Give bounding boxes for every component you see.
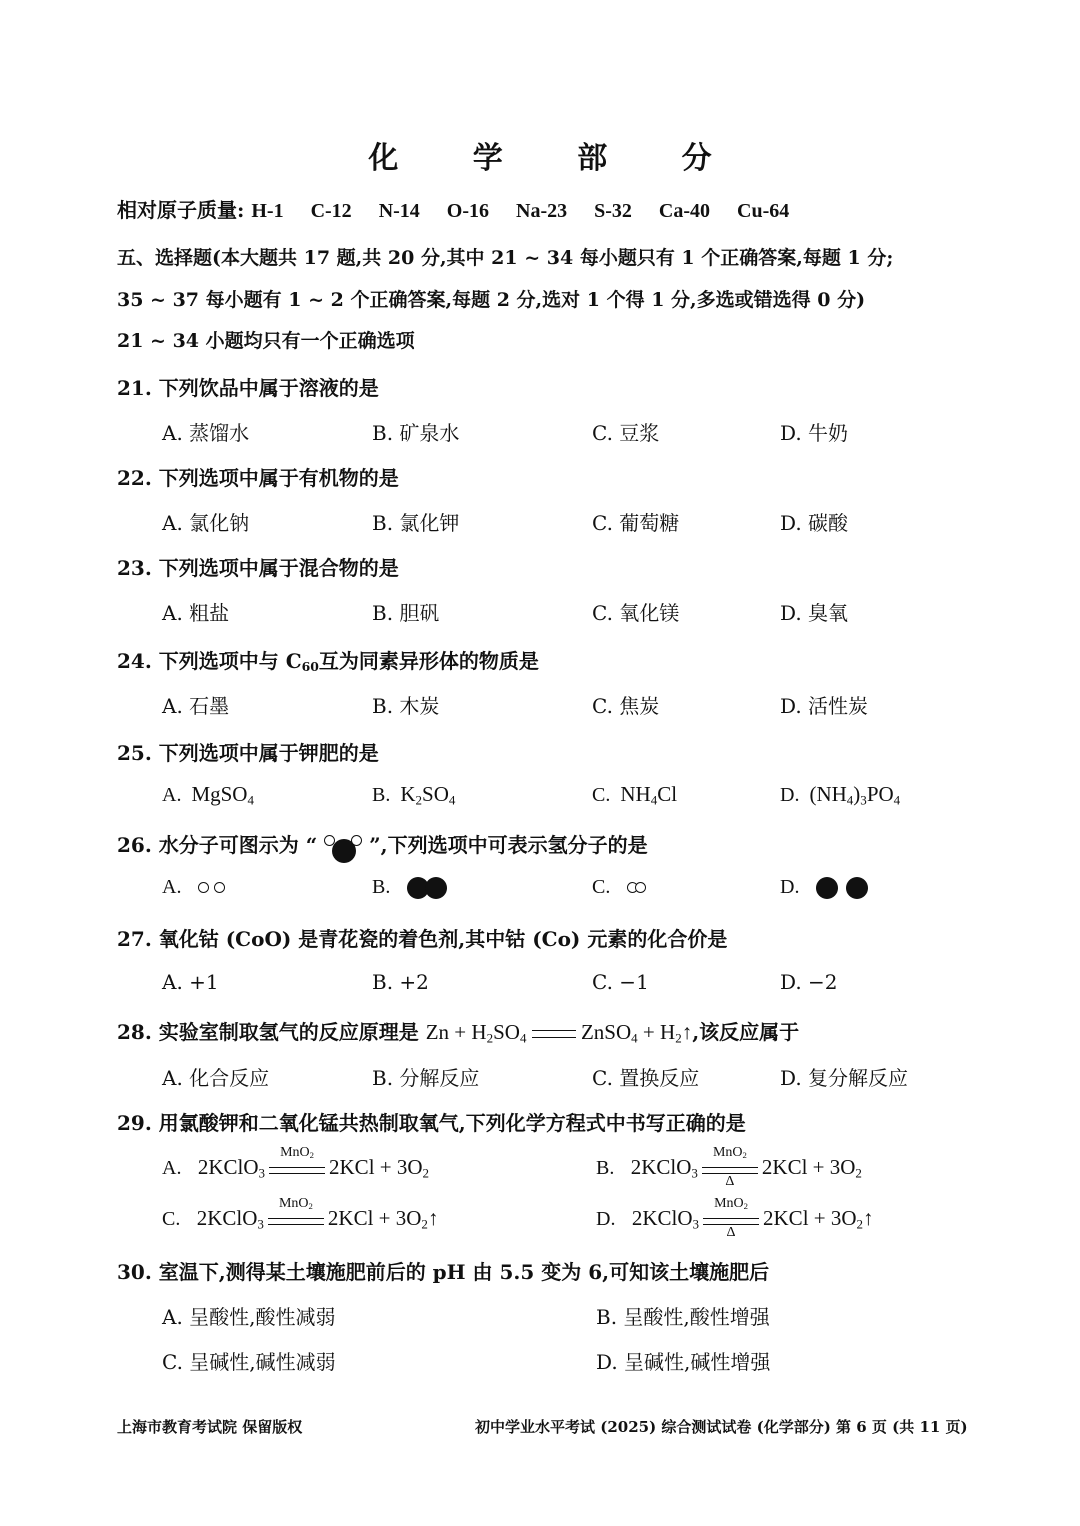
option: C. 豆浆 — [592, 421, 660, 445]
option: A. 氯化钠 — [162, 511, 250, 535]
option: A. MgSO$_4$ — [162, 782, 254, 808]
atomic-masses-line — [117, 198, 789, 223]
option: B. 分解反应 — [372, 1066, 480, 1090]
question-stem: 25. 下列选项中属于钾肥的是 — [117, 741, 379, 765]
section-heading-line2: 35 ~ 37 每小题有 1 ~ 2 个正确答案,每题 2 分,选对 1 个得 1 分,多选或错选得 0 分) — [117, 289, 866, 311]
atomic-mass: N-14 — [378, 200, 420, 222]
option: C. 置换反应 — [592, 1066, 700, 1090]
question-stem: 28. 实验室制取氢气的反应原理是 $Zn + H_2SO_4$ ZnSO$_4$ + $H_2↑$,该反应属于 — [117, 1020, 800, 1046]
option: D. 呈碱性,碱性增强 — [596, 1350, 771, 1374]
reaction-equation: $Zn + H_2SO_4$ ZnSO$_4$ + $H_2↑$ — [425, 1020, 693, 1046]
footer-right: 初中学业水平考试 (2025) 综合测试试卷 (化学部分) 第 6 页 (共 11 页) — [475, 1418, 968, 1436]
option: A. 呈酸性,酸性减弱 — [162, 1305, 336, 1329]
option: A. 化合反应 — [162, 1066, 270, 1090]
option: B. 氯化钾 — [372, 511, 460, 535]
question-stem: 21. 下列饮品中属于溶液的是 — [117, 376, 379, 400]
atomic-mass: Na-23 — [516, 200, 568, 222]
option: B. — [372, 874, 447, 899]
footer-left: 上海市教育考试院 保留版权 — [117, 1418, 303, 1436]
atomic-mass: H-1 — [251, 200, 284, 222]
atomic-mass: Ca-40 — [658, 200, 711, 222]
option: B. +2 — [372, 970, 429, 994]
option: D. 复分解反应 — [780, 1066, 909, 1090]
question-stem: 30. 室温下,测得某土壤施肥前后的 pH 由 5.5 变为 6,可知该土壤施肥后 — [117, 1260, 770, 1284]
question-stem: 24. 下列选项中与 $C_{60}$互为同素异形体的物质是 — [117, 649, 539, 675]
option: C. 2KClO$_3$ MnO$_2$ $2KCl + 3O_2↑$ — [162, 1196, 439, 1232]
atomic-mass: S-32 — [594, 200, 632, 222]
question-stem: 26. 水分子可图示为 “ ”,下列选项中可表示氢分子的是 — [117, 829, 648, 861]
option: C. 氧化镁 — [592, 601, 680, 625]
option: A. 蒸馏水 — [162, 421, 250, 445]
option: D. $(NH_4)_3PO_4$ — [780, 782, 901, 808]
option: B. 2KClO$_3$ MnO$_2$ Δ $2KCl + 3O_2$ — [596, 1145, 862, 1190]
atomic-mass: O-16 — [446, 200, 490, 222]
option: D. 臭氧 — [780, 601, 849, 625]
option: D. 碳酸 — [780, 511, 849, 535]
water-molecule-icon — [324, 833, 362, 861]
question-stem: 22. 下列选项中属于有机物的是 — [117, 466, 399, 490]
option: B. 矿泉水 — [372, 421, 460, 445]
option: B. 呈酸性,酸性增强 — [596, 1305, 770, 1329]
option: B. 木炭 — [372, 694, 440, 718]
option: B. 胆矾 — [372, 601, 440, 625]
atomic-mass: Cu-64 — [737, 200, 790, 222]
page-title: 化 学 部 分 — [368, 141, 744, 176]
option: A. 2KClO$_3$ MnO$_2$ $2KCl + 3O_2$ — [162, 1145, 430, 1181]
atomic-mass: C-12 — [310, 200, 352, 222]
two-separate-large-atoms-icon — [816, 874, 868, 898]
option: D. 2KClO$_3$ MnO$_2$ Δ $2KCl + 3O_2↑$ — [596, 1196, 874, 1241]
option: C. $NH_4Cl$ — [592, 782, 678, 808]
two-joined-large-atoms-icon — [407, 874, 447, 898]
section-subheading: 21 ~ 34 小题均只有一个正确选项 — [117, 330, 415, 352]
question-stem: 29. 用氯酸钾和二氧化锰共热制取氧气,下列化学方程式中书写正确的是 — [117, 1111, 746, 1135]
option: C. 呈碱性,碱性减弱 — [162, 1350, 336, 1374]
two-separate-small-atoms-icon — [198, 874, 225, 898]
option: C. 焦炭 — [592, 694, 660, 718]
atomic-masses-label: 相对原子质量: — [117, 198, 245, 222]
option: C. 葡萄糖 — [592, 511, 680, 535]
option: B. $K_2SO_4$ — [372, 782, 456, 808]
option: A. +1 — [162, 970, 219, 994]
option: A. 粗盐 — [162, 601, 230, 625]
question-stem: 27. 氧化钴 (CoO) 是青花瓷的着色剂,其中钴 (Co) 元素的化合价是 — [117, 927, 728, 951]
section-heading-line1: 五、选择题(本大题共 17 题,共 20 分,其中 21 ~ 34 每小题只有 1 个正确答案,每题 1 分; — [117, 247, 894, 269]
option: C. −1 — [592, 970, 649, 994]
question-stem: 23. 下列选项中属于混合物的是 — [117, 556, 399, 580]
option: D. 活性炭 — [780, 694, 869, 718]
option: D. 牛奶 — [780, 421, 849, 445]
option: D. — [780, 874, 868, 899]
option: A. 石墨 — [162, 694, 230, 718]
option: C. — [592, 874, 646, 899]
option: D. −2 — [780, 970, 838, 994]
two-joined-small-atoms-icon — [627, 874, 646, 898]
option: A. — [162, 874, 225, 899]
